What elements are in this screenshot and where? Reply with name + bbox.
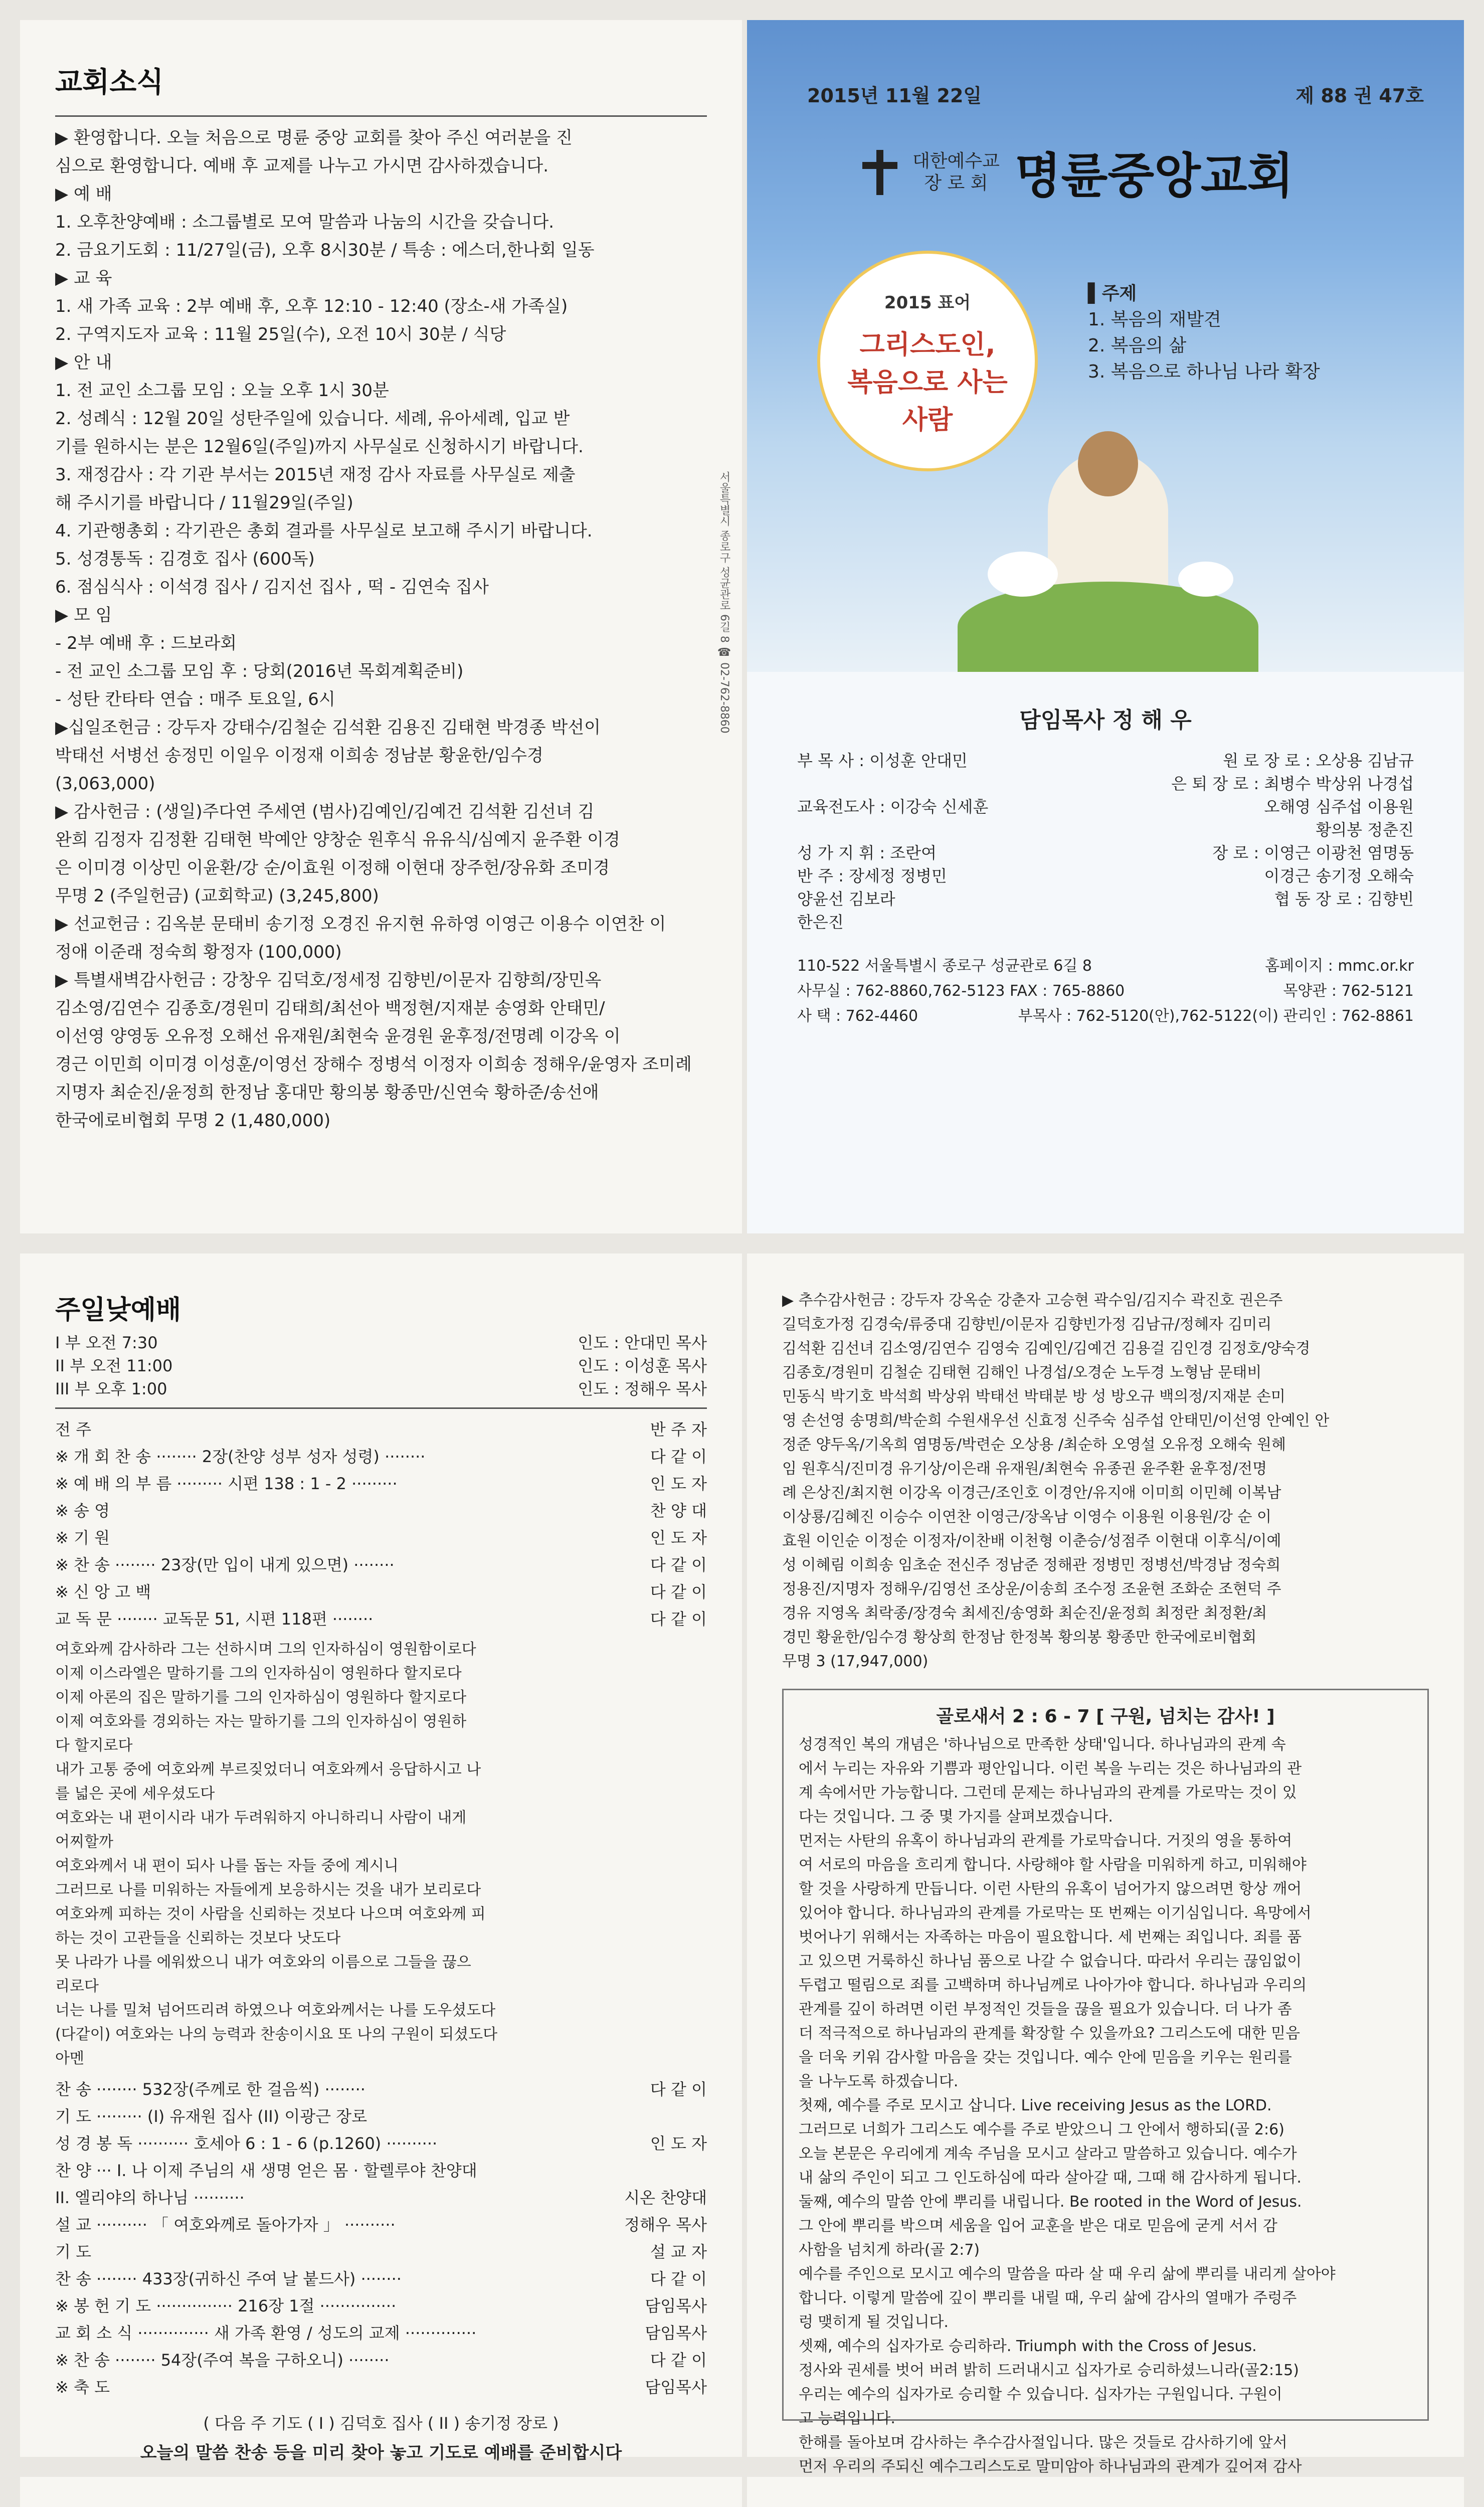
news-item: 1. 새 가족 교육 : 2부 예배 후, 오후 12:10 - 12:40 (장소-새 가족실) [55,296,568,316]
news-item: - 2부 예배 후 : 드보라회 [55,633,237,653]
bulletin-issue: 제 88 권 47호 [1295,85,1424,107]
sermon-line: 예수를 주인으로 모시고 예수의 말씀을 따라 살 때 우리 삶에 뿌리를 내리게 살아야 [799,2265,1336,2283]
news-item: 6. 점심식사 : 이석경 집사 / 김지선 집사 , 떡 - 김연숙 집사 [55,577,489,597]
order-row-cell: 다 같 이 [650,1582,707,1601]
news-item: 지명자 최순진/윤정희 한정남 홍대만 황의봉 황종만/신연숙 황하준/송선애 [55,1083,599,1103]
offering-line: 임 원후식/진미경 유기상/이은래 유재원/최현숙 유종권 윤주환 윤후정/전명 [782,1460,1267,1478]
sermon-line: 성경적인 복의 개념은 '하나님으로 만족한 상태'입니다. 하나님과의 관계 속 [799,1736,1286,1753]
motto-line2: 복음으로 사는 [847,368,1008,398]
staff-row-cell: 원 로 장 로 : 오상용 김남규 [1223,751,1414,770]
sermon-line: 에서 누리는 자유와 기쁨과 평안입니다. 이런 복을 누리는 것은 하나님과의 관 [799,1760,1302,1777]
offering-line: 경민 황윤한/임수경 황상희 한정남 한정복 황의봉 황종만 한국에로비협회 [782,1629,1257,1646]
parsonage-phone: 사 택 : 762-4460 [797,1007,918,1025]
sermon-line: 계 속에서만 가능합니다. 그런데 문제는 하나님과의 관계를 가로막는 것이 있 [799,1784,1297,1802]
order-row-cell: ※ 찬 송 ········ 54장(주여 복을 구하오니) ········ [55,2351,390,2370]
order-row-cell: ※ 예 배 의 부 름 ········· 시편 138 : 1 - 2 ········· [55,1474,398,1493]
office-phone: 사무실 : 762-8860,762-5123 FAX : 765-8860 [797,982,1125,1000]
staff-row [797,772,1414,795]
order-row-cell: 담임목사 [645,2378,707,2397]
service-row-cell: III 부 오후 1:00 [55,1379,167,1398]
order-row-cell: ※ 개 회 찬 송 ········ 2장(찬양 성부 성자 성령) ········ [55,1447,426,1466]
sermon-line: 먼저 우리의 주되신 예수그리스도로 말미암아 하나님과의 관계가 깊어져 감사 [799,2458,1302,2475]
order-row-cell: 기 도 ········· (I) 유재원 집사 (II) 이광근 장로 [55,2107,367,2126]
sermon-line: 관계를 깊이 하려면 이런 부정적인 것들을 끊을 필요가 있습니다. 더 나가 좀 [799,2001,1292,2018]
order-row-cell: 찬 송 ········ 433장(귀하신 주여 날 붙드사) ········ [55,2269,402,2288]
news-item: ▶십일조헌금 : 강두자 강태수/김철순 김석환 김용진 김태현 박경종 박선이 [55,718,601,738]
order-row [55,1605,707,1633]
service-row [55,1331,707,1354]
order-row-cell: 인 도 자 [650,1528,707,1547]
offering-line: 경유 지영옥 최락종/장경숙 최세진/송영화 최순진/윤정희 최정란 최정환/최 [782,1604,1267,1622]
responsive-line: 아멘 [55,2050,84,2067]
sermon-line: 렁 맺히게 될 것입니다. [799,2313,949,2331]
news-item: ▶ 안 내 [55,352,112,373]
responsive-line: 이제 아론의 집은 말하기를 그의 인자하심이 영원하다 할지로다 [55,1689,467,1706]
homepage: 홈페이지 : mmc.or.kr [1265,957,1414,975]
news-item: 기를 원하시는 분은 12월6일(주일)까지 사무실로 신청하시기 바랍니다. [55,437,584,457]
order-row [55,1416,707,1443]
responsive-line: 여호와께 피하는 것이 사람을 신뢰하는 것보다 나으며 여호와께 피 [55,1905,486,1923]
theme-item: 2. 복음의 삶 [1088,335,1187,356]
responsive-line: 여호와는 내 편이시라 내가 두려워하지 아니하리니 사람이 내게 [55,1809,467,1827]
news-item: ▶ 환영합니다. 오늘 처음으로 명륜 중앙 교회를 찾아 주신 여러분을 진 [55,128,573,148]
responsive-line: 못 나라가 나를 에워쌌으니 내가 여호와의 이름으로 그들을 끊으 [55,1953,471,1971]
news-item: ▶ 감사헌금 : (생일)주다연 주세연 (범사)김예인/김예건 김석환 김선녀 김 [55,802,595,822]
order-row [55,2292,707,2319]
responsive-line: (다같이) 여호와는 나의 능력과 찬송이시요 또 나의 구원이 되셨도다 [55,2026,498,2043]
service-times [55,1331,707,1400]
vertical-address-note: 서울특별시 종로구 성균관로 6길 8 ☎ 02-762-8860 [718,471,730,734]
theme-item: 3. 복음으로 하나님 나라 확장 [1088,362,1320,382]
sermon-line: 벗어나기 위해서는 자족하는 마음이 필요합니다. 세 번째는 죄입니다. 죄를 품 [799,1928,1302,1946]
news-item: 2. 구역지도자 교육 : 11월 25일(수), 오전 10시 30분 / 식당 [55,324,506,344]
order-row-cell: 기 도 [55,2242,91,2261]
staff-row-cell: 반 주 : 장세정 정병민 [797,866,947,885]
sermon-verse-title: 골로새서 2 : 6 - 7 [ 구원, 넘치는 감사! ] [936,1706,1275,1727]
sermon-line: 정사와 권세를 벗어 버려 밝히 드러내시고 십자가로 승리하셨느니라(골2:15) [799,2362,1299,2379]
offering-line: 김종호/경원미 김철순 김태현 김해인 나경섭/오경순 노두경 노형남 문태비 [782,1364,1262,1381]
order-row [55,1524,707,1551]
offering-line: 성 이혜림 이희송 임초순 전신주 정남준 정해관 정병민 정병선/박경남 정숙희 [782,1556,1281,1574]
sermon-line: 우리는 예수의 십자가로 승리할 수 있습니다. 십자가는 구원입니다. 구원이 [799,2386,1282,2403]
news-item: 한국에로비협회 무명 2 (1,480,000) [55,1111,331,1131]
offering-line: 효원 이인순 이정순 이정자/이찬배 이천형 이춘승/성점주 이현대 이후식/이예 [782,1532,1281,1550]
sermon-line: 한해를 돌아보며 감사하는 추수감사절입니다. 많은 것들로 감사하기에 앞서 [799,2434,1287,2451]
responsive-line: 다 할지로다 [55,1737,133,1754]
sermon-line: 셋째, 예수의 십자가로 승리하라. Triumph with the Cross of Jesus. [799,2338,1257,2355]
order-row [55,2157,707,2184]
order-row-cell: ※ 송 영 [55,1501,110,1520]
motto-line1: 그리스도인, [859,330,996,360]
sermon-line: 을 더욱 키워 감사할 마음을 갖는 것입니다. 예수 안에 믿음을 키우는 원리를 [799,2049,1292,2066]
sunday-title: 주일낮예배 [55,1295,181,1325]
responsive-line: 너는 나를 밀쳐 넘어뜨리려 하였으나 여호와께서는 나를 도우셨도다 [55,2002,496,2019]
service-row [55,1377,707,1400]
order-row [55,1497,707,1524]
sermon-line: 그러므로 너희가 그리스도 예수를 주로 받았으니 그 안에서 행하되(골 2:6) [799,2121,1284,2138]
offering-line: 정용진/지명자 정해우/김영선 조상운/이송희 조수정 조윤현 조화순 조현덕 주 [782,1580,1281,1598]
responsive-line: 그러므로 나를 미워하는 자들에게 보응하시는 것을 내가 보리로다 [55,1881,481,1899]
news-item: 이선영 양영동 오유정 오해선 유재원/최현숙 윤경원 윤후정/전명례 이강옥 이 [55,1026,621,1046]
order-row [55,2130,707,2157]
order-row [55,2184,707,2211]
theme-heading: ▌주제 [1088,283,1137,304]
sermon-line: 두렵고 떨림으로 죄를 고백하며 하나님께로 나아가야 합니다. 하나님과 우리의 [799,1977,1307,1994]
news-item: 김소영/김연수 김종호/경원미 김태희/최선아 백정현/지재분 송영화 안태민/ [55,998,605,1018]
order-row-cell: 찬 양 ··· I. 나 이제 주님의 새 생명 얻은 몸 · 할렐루야 찬양대 [55,2161,477,2180]
news-item: ▶ 선교헌금 : 김옥분 문태비 송기정 오경진 유지현 유하영 이영근 이용수 이연찬 이 [55,914,666,934]
news-item: - 전 교인 소그룹 모임 후 : 당회(2016년 목회계획준비) [55,661,464,681]
order-row-cell: 다 같 이 [650,1447,707,1466]
order-row [55,2347,707,2374]
news-item: 무명 2 (주일헌금) (교회학교) (3,245,800) [55,886,379,906]
next-week-prayer: ( 다음 주 기도 ( I ) 김덕호 집사 ( II ) 송기정 장로 ) [203,2414,559,2433]
news-item: 1. 전 교인 소그룹 모임 : 오늘 오후 1시 30분 [55,381,389,401]
page-afternoon-worship [20,2477,742,2507]
sermon-line: 다는 것입니다. 그 중 몇 가지를 살펴보겠습니다. [799,1808,1113,1826]
order-row-cell: 인 도 자 [650,2134,707,2153]
sermon-line: 먼저는 사탄의 유혹이 하나님과의 관계를 가로막습니다. 거짓의 영을 통하여 [799,1832,1292,1850]
office-phone2: 목양관 : 762-5121 [1283,982,1414,1000]
news-item: ▶ 특별새벽감사헌금 : 강창우 김덕호/정세정 김향빈/이문자 김향희/장민옥 [55,970,602,990]
order-row-cell: 교 독 문 ········ 교독문 51, 시편 118편 ········ [55,1609,374,1629]
news-item: 박태선 서병선 송정민 이일우 이정재 이희송 정남분 황윤한/임수경 [55,746,543,766]
sermon-line: 을 나누도록 하겠습니다. [799,2073,959,2090]
news-list [55,124,707,1135]
page-offering-sermon [747,1254,1464,2475]
sermon-summary-box [782,1689,1429,2475]
staff-row-cell: 황의봉 정춘진 [1316,820,1414,839]
order-row-cell: 성 경 봉 독 ·········· 호세아 6 : 1 - 6 (p.1260) ·········· [55,2134,438,2153]
news-item: 해 주시기를 바랍니다 / 11월29일(주일) [55,493,353,513]
news-item: ▶ 예 배 [55,184,112,204]
news-item: 정애 이준래 정숙희 황정자 (100,000) [55,942,342,962]
sermon-line: 첫째, 예수를 주로 모시고 삽니다. Live receiving Jesus as the LORD. [799,2097,1272,2114]
responsive-line: 여호와께서 내 편이 되사 나를 돕는 자들 중에 계시니 [55,1857,399,1875]
news-item: 은 이미경 이상민 이윤환/강 순/이효원 이정해 이현대 장주헌/장유화 조미경 [55,858,610,878]
service-row-cell: 인도 : 정해우 목사 [578,1379,707,1398]
offering-line: 정준 양두옥/기옥희 염명동/박련순 오상용 /최순하 오영설 오유정 오해숙 원혜 [782,1436,1286,1454]
order-row-cell: 다 같 이 [650,2080,707,2099]
pastor-line: 담임목사 정 해 우 [1019,707,1192,733]
contact-block [747,934,1464,1029]
staff-row-cell: 이경근 송기정 오해숙 [1264,866,1414,885]
theme-item: 1. 복음의 재발견 [1088,309,1221,330]
bulletin-date: 2015년 11월 22일 [807,85,982,107]
news-item: 1. 오후찬양예배 : 소그룹별로 모여 말씀과 나눔의 시간을 갖습니다. [55,212,554,232]
order-row-cell: 인 도 자 [650,1474,707,1493]
news-item: 심으로 환영합니다. 예배 후 교제를 나누고 가시면 감사하겠습니다. [55,156,549,176]
staff-row-cell: 오해영 심주섭 이용원 [1264,797,1414,816]
sermon-line: 할 것을 사랑하게 만듭니다. 이런 사탄의 유혹이 넘어가지 않으려면 항상 깨어 [799,1880,1302,1898]
offering-line: 이상룡/김혜진 이승수 이연찬 이영근/장옥남 이영수 이용원 이용원/강 순 이 [782,1508,1272,1526]
church-logo-row [747,108,1464,207]
denomination-line2: 장 로 회 [924,172,988,194]
sermon-line: 있어야 합니다. 하나님과의 관계를 가로막는 또 번째는 이기심입니다. 욕망에서 [799,1904,1312,1922]
staff-list [747,749,1464,934]
service-row-cell: 인도 : 이성훈 목사 [578,1356,707,1375]
order-row [55,1470,707,1497]
order-row-cell: 찬 송 ········ 532장(주께로 한 걸음씩) ········ [55,2080,365,2099]
offering-line: 례 은상진/최지현 이강옥 이경근/조인호 이경안/유지애 이미희 이민혜 이복남 [782,1484,1281,1502]
order-row-cell: 교 회 소 식 ·············· 새 가족 환영 / 성도의 교제 ·············· [55,2323,477,2343]
sermon-summary-text [799,1733,1412,2503]
cross-icon [857,150,902,195]
sermon-line: 더 적극적으로 하나님과의 관계를 확장할 수 있을까요? 그리스도에 대한 믿음 [799,2025,1301,2042]
news-item: ▶ 모 임 [55,605,112,625]
staff-row [797,749,1414,772]
closing-note: 오늘의 말씀 찬송 등을 미리 찾아 놓고 기도로 예배를 준비합시다 [140,2443,622,2463]
service-row-cell: I 부 오전 7:30 [55,1333,158,1352]
responsive-line: 리로다 [55,1978,99,1995]
order-row-cell: 담임목사 [645,2296,707,2315]
order-row-cell: 전 주 [55,1420,91,1439]
offering-line: ▶ 추수감사헌금 : 강두자 강옥순 강춘자 고승현 곽수임/김지수 곽진호 권은주 [782,1292,1283,1309]
page-sunday-worship [20,1254,742,2463]
staff-row [797,911,1414,934]
offering-line: 영 손선영 송명희/박순희 수원새우선 신효정 신주숙 심주섭 안태민/이선영 안예인 안 [782,1412,1330,1429]
staff-row-cell: 장 로 : 이영근 이광천 염명동 [1212,843,1414,862]
sermon-line: 오늘 본문은 우리에게 계속 주님을 모시고 살라고 말씀하고 있습니다. 예수가 [799,2145,1297,2163]
service-row-cell: II 부 오전 11:00 [55,1356,173,1375]
news-item: 완희 김정자 김정환 김태현 박예안 양창순 원후식 유유식/심예지 윤주환 이경 [55,830,620,850]
news-item: 경근 이민희 이미경 이성훈/이영선 장해수 정병석 이정자 이희송 정해우/윤영자 조미례 [55,1054,692,1075]
responsive-line: 여호와께 감사하라 그는 선하시며 그의 인자하심이 영원함이로다 [55,1641,476,1658]
news-item: - 성탄 칸타타 연습 : 매주 토요일, 6시 [55,689,335,709]
news-item: 3. 재정감사 : 각 기관 부서는 2015년 재정 감사 자료를 사무실로 제출 [55,465,576,485]
parsonage-phone2: 부목사 : 762-5120(안),762-5122(이) 관리인 : 762-8861 [1018,1007,1414,1025]
news-item: 5. 성경통독 : 김경호 집사 (600독) [55,549,315,569]
theme-box [1088,281,1320,385]
thanksgiving-offering-list [782,1289,1429,1674]
staff-row-cell: 부 목 사 : 이성훈 안대민 [797,751,968,770]
staff-row-cell: 협 동 장 로 : 김향빈 [1274,889,1414,909]
motto-year: 2015 표어 [884,293,971,313]
news-item: 4. 기관행총회 : 각기관은 총회 결과를 사무실로 보고해 주시기 바랍니다. [55,521,593,541]
sermon-line: 합니다. 이렇게 말씀에 깊이 뿌리를 내릴 때, 우리 삶에 감사의 열매가 주렁주 [799,2289,1297,2307]
order-row-cell: 반 주 자 [650,1420,707,1439]
address: 110-522 서울특별시 종로구 성균관로 6길 8 [797,957,1092,975]
order-row-cell: ※ 찬 송 ········ 23장(만 입이 내게 있으면) ········ [55,1555,395,1574]
order-row-cell: 다 같 이 [650,2269,707,2288]
page-ministry-plan [747,2477,1464,2507]
order-row-cell: ※ 기 원 [55,1528,110,1547]
order-row [55,1578,707,1605]
sermon-line: 사함을 넘치게 하라(골 2:7) [799,2241,980,2259]
news-item: 2. 성례식 : 12월 20일 성탄주일에 있습니다. 세례, 유아세례, 입교 받 [55,409,570,429]
order-row-cell: ※ 신 앙 고 백 [55,1582,151,1601]
order-row-cell: ※ 봉 헌 기 도 ··············· 216장 1절 ··············· [55,2296,397,2315]
responsive-line: 이제 여호와를 경외하는 자는 말하기를 그의 인자하심이 영원하 [55,1713,467,1730]
order-row-cell: 정해우 목사 [624,2215,707,2234]
responsive-line: 를 넓은 곳에 세우셨도다 [55,1785,215,1803]
order-row-cell: 다 같 이 [650,2351,707,2370]
sermon-line: 둘째, 예수의 말씀 안에 뿌리를 내립니다. Be rooted in the Word of Jesus. [799,2193,1302,2211]
responsive-line: 내가 고통 중에 여호와께 부르짖었더니 여호와께서 응답하시고 나 [55,1761,481,1778]
page-church-news [20,20,742,1233]
responsive-line: 어찌할까 [55,1833,113,1851]
order-of-worship-2 [55,2076,707,2401]
news-item: 2. 금요기도회 : 11/27일(금), 오후 8시30분 / 특송 : 에스더,한나회 일동 [55,240,595,260]
staff-row-cell: 교육전도사 : 이강숙 신세훈 [797,797,989,816]
responsive-line: 하는 것이 고관들을 신뢰하는 것보다 낫도다 [55,1929,341,1947]
divider [55,1407,707,1409]
jesus-illustration [958,431,1258,672]
cover-image-area [747,20,1464,672]
order-row-cell: 다 같 이 [650,1609,707,1629]
denomination-line1: 대한예수교 [912,150,1000,171]
order-row [55,2103,707,2130]
sermon-line: 내 삶의 주인이 되고 그 인도하심에 따라 살아갈 때, 그때 해 감사하게 됩니다. [799,2169,1302,2187]
staff-row [797,864,1414,887]
divider [55,115,707,117]
service-row [55,1354,707,1377]
offering-line: 무명 3 (17,947,000) [782,1653,929,1670]
staff-row-cell: 성 가 지 휘 : 조란여 [797,843,937,862]
offering-line: 김석환 김선녀 김소영/김연수 김영숙 김예인/김예건 김용걸 김인경 김정호/양숙경 [782,1340,1311,1357]
responsive-reading [55,1638,707,2071]
order-row [55,2374,707,2401]
order-row-cell: II. 엘리야의 하나님 ·········· [55,2188,245,2207]
staff-row [797,795,1414,818]
order-row-cell: 찬 양 대 [650,1501,707,1520]
sermon-line: 고 있으면 거룩하신 하나님 품으로 나갈 수 없습니다. 따라서 우리는 끊임없이 [799,1952,1302,1970]
sermon-line: 여 서로의 마음을 흐리게 합니다. 사랑해야 할 사람을 미워하게 하고, 미워해야 [799,1856,1307,1874]
order-row-cell: 설 교 ·········· 「 여호와께로 돌아가자 」 ·········· [55,2215,396,2234]
staff-row-cell: 은 퇴 장 로 : 최병수 박상위 나경섭 [1171,774,1414,793]
service-row-cell: 인도 : 안대민 목사 [578,1333,707,1352]
responsive-line: 이제 이스라엘은 말하기를 그의 인자하심이 영원하다 할지로다 [55,1665,462,1682]
order-row [55,2238,707,2265]
order-row-cell: 시온 찬양대 [624,2188,707,2207]
offering-line: 민동식 박기호 박석희 박상위 박태선 박태분 방 성 방오규 백의정/지재분 손미 [782,1388,1285,1405]
offering-line: 길덕호가정 김경숙/류중대 김향빈/이문자 김향빈가정 김남규/정혜자 김미리 [782,1316,1272,1333]
order-row-cell: 다 같 이 [650,1555,707,1574]
order-of-worship [55,1416,707,1633]
order-row-cell: ※ 축 도 [55,2378,110,2397]
order-row [55,2211,707,2238]
order-row [55,2319,707,2347]
page-cover [747,20,1464,1233]
staff-row [797,818,1414,841]
sermon-line: 고 능력입니다. [799,2410,895,2427]
order-row-cell: 설 교 자 [650,2242,707,2261]
staff-row-cell: 양윤선 김보라 [797,889,895,909]
news-item: (3,063,000) [55,774,155,794]
staff-row [797,841,1414,864]
sermon-line: 그 안에 뿌리를 박으며 세움을 입어 교훈을 받은 대로 믿음에 굳게 서서 감 [799,2217,1277,2235]
news-item: ▶ 교 육 [55,268,112,288]
order-row [55,2076,707,2103]
staff-row-cell: 한은진 [797,913,844,932]
church-name: 명륜중앙교회 [1014,148,1294,204]
order-row [55,2265,707,2292]
news-title: 교회소식 [55,66,164,99]
order-row [55,1551,707,1578]
order-row-cell: 담임목사 [645,2323,707,2343]
cover-header [747,20,1464,108]
motto-line3: 사람 [902,405,953,435]
order-row [55,1443,707,1470]
staff-row [797,887,1414,911]
